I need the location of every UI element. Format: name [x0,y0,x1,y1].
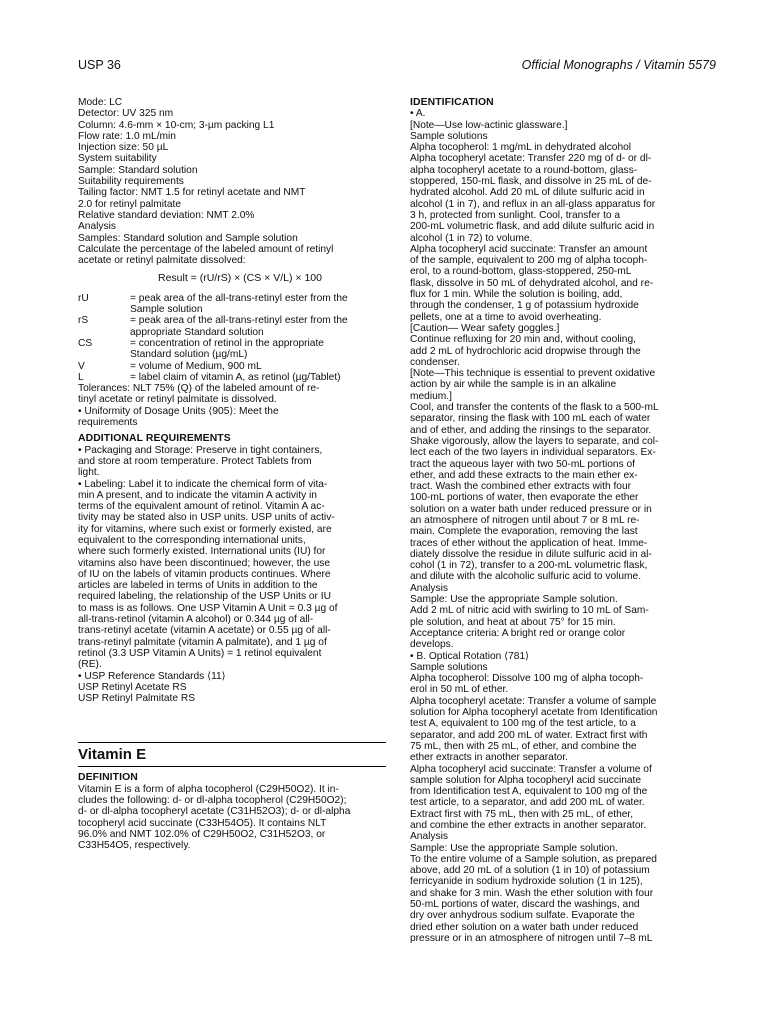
text-line: pressure or in an atmosphere of nitrogen until 7–8 mL [410,932,653,944]
definition-heading: DEFINITION [78,772,138,784]
text-line: • Uniformity of Dosage Units ⟨905⟩: Meet the [78,405,279,417]
text-line: Sample: Standard solution [78,164,198,176]
text-line: 200-mL volumetric flask, and add dilute sulfuric acid in [410,221,655,233]
text-line: hydrated alcohol. Add 20 mL of dilute sulfuric acid in [410,187,645,199]
definition-symbol [78,304,130,315]
text-line: acetate or retinyl palmitate dissolved: [78,255,246,267]
text-line: of IU on the labels of vitamin products continues. Where [78,568,331,580]
text-line: 75 mL, then with 25 mL, of ether, and combine the [410,740,637,752]
text-line: main. Complete the evaporation, removing the last [410,526,638,538]
definition-symbol: V [78,360,85,372]
text-line: Extract first with 75 mL, then with 25 mL, of ether, [410,808,634,820]
definition-row [78,349,386,360]
text-line: dried ether solution on a water bath under reduced [410,921,639,933]
text-line: To the entire volume of a Sample solution, as prepared [410,853,657,865]
text-line: ple solution, and heat at about 75° for 15 min. [410,616,616,628]
text-line: Analysis [410,582,448,594]
text-line: an atmosphere of nitrogen until about 7 or 8 mL re- [410,514,640,526]
definition-row [78,372,386,383]
text-line: and store at room temperature. Protect Tablets from [78,455,312,467]
definition-text: = concentration of retinol in the appropriate [130,337,324,349]
monograph-title: Vitamin E [78,742,386,767]
text-line: Detector: UV 325 nm [78,108,174,120]
definition-text: = peak area of the all-trans-retinyl ester from the [130,292,348,304]
text-line: trans-retinyl palmitate (vitamin A palmitate), and 1 µg of [78,636,327,648]
text-line: pellets, one at a time to avoid overheating. [410,311,602,323]
text-line: ferricyanide in sodium hydroxide solution (1 in 125), [410,876,643,888]
definition-text: = peak area of the all-trans-retinyl ester from the [130,315,348,327]
text-line: medium.] [410,390,452,402]
text-line: diately dissolve the residue in dilute sulfuric acid in al- [410,548,652,560]
text-line: to mass is as follows. One USP Vitamin A Unit = 0.3 µg of [78,602,338,614]
definition-text: Standard solution (µg/mL) [130,349,248,361]
text-line: d- or dl-alpha tocopheryl acetate (C31H52O3); d- or dl-alpha [78,806,351,818]
definition-symbol: rS [78,315,89,327]
text-line: retinol (3.3 USP Vitamin A Units) = 1 retinol equivalent [78,647,322,659]
text-line: Add 2 mL of nitric acid with swirling to 10 mL of Sam- [410,605,649,617]
definition-row [78,315,386,326]
text-line: Samples: Standard solution and Sample solution [78,232,298,244]
definition-symbol: CS [78,337,93,349]
text-line: erol in 50 mL of ether. [410,684,509,696]
running-header-right: Official Monographs / Vitamin 5579 [521,58,716,72]
text-line: 3 h, protected from sunlight. Cool, transfer to a [410,209,621,221]
text-line: ether, and add these extracts to the main ether ex- [410,469,638,481]
text-line: Analysis [78,221,116,233]
text-line: trans-retinyl acetate (vitamin A acetate) or 0.55 µg of all- [78,625,331,637]
text-line: Vitamin E is a form of alpha tocopherol (C29H50O2). It in- [78,783,339,795]
text-line: separator, and add 200 mL of water. Extract first with [410,729,648,741]
text-line: lect each of the two layers in individual separators. Ex- [410,447,656,459]
text-line: terms of the equivalent amount of retinol. Vitamin A ac- [78,501,325,513]
text-line: Alpha tocopherol: Dissolve 100 mg of alpha tocoph- [410,673,644,685]
tolerances-block [78,383,386,428]
text-line: Relative standard deviation: NMT 2.0% [78,209,255,221]
text-line: Flow rate: 1.0 mL/min [78,130,176,142]
text-line: Shake vigorously, allow the layers to separate, and col- [410,435,659,447]
text-line: Alpha tocopherol: 1 mg/mL in dehydrated alcohol [410,142,632,154]
text-line: erol, to a round-bottom, glass-stoppered, 250-mL [410,266,632,278]
text-line: Tailing factor: NMT 1.5 for retinyl acetate and NMT [78,187,306,199]
text-line: Cool, and transfer the contents of the flask to a 500-mL [410,402,659,414]
definition-symbol: rU [78,292,89,304]
text-line: alpha tocopheryl acetate to a round-bottom, glass- [410,164,638,176]
text-line: Sample solutions [410,661,488,673]
text-line: 100-mL portions of water, then evaporate the ether [410,492,639,504]
text-line: where such formerly existed. International units (IU) for [78,546,326,558]
formula-definitions [78,293,386,383]
text-line: alcohol (1 in 7), and reflux in an all-glass apparatus for [410,198,656,210]
text-line: Continue refluxing for 20 min and, without cooling, [410,334,636,346]
text-line: and of ether, and adding the rinsings to the separator. [410,424,652,436]
text-line: • A. [410,108,426,120]
text-line: • Packaging and Storage: Preserve in tight containers, [78,444,323,456]
text-line: USP Retinyl Acetate RS [78,681,187,693]
definition-body [78,784,386,852]
text-line: [Note—Use low-actinic glassware.] [410,119,568,131]
text-line: Sample: Use the appropriate Sample solution. [410,842,618,854]
text-line: articles are labeled in terms of Units in addition to the [78,580,318,592]
definition-text: appropriate Standard solution [130,326,264,338]
text-line: tinyl acetate or retinyl palmitate is dissolved. [78,394,277,406]
text-line: [Caution— Wear safety goggles.] [410,322,560,334]
definition-row [78,304,386,315]
text-line: • B. Optical Rotation ⟨781⟩ [410,650,530,662]
text-line: equivalent to the corresponding international units, [78,534,306,546]
text-line: 50-mL portions of water, discard the washings, and [410,899,640,911]
text-line: Alpha tocopheryl acid succinate: Transfer a volume of [410,763,652,775]
text-line: solution on a water bath under reduced pressure or in [410,503,652,515]
definition-row [78,361,386,372]
text-line: • Labeling: Label it to indicate the chemical form of vita- [78,478,328,490]
text-line: all-trans-retinol (vitamin A alcohol) or 0.344 µg of all- [78,614,314,626]
text-line: stoppered, 150-mL flask, and dissolve in 25 mL of de- [410,176,652,188]
definition-symbol: L [78,371,84,383]
text-line: vitamins also have been discontinued; however, the use [78,557,331,569]
definition-text: = label claim of vitamin A, as retinol (µg/Tablet) [130,371,341,383]
text-line: from Identification test A, equivalent to 100 mg of the [410,786,648,798]
text-line: (RE). [78,659,102,671]
text-line: action by air while the sample is in an alkaline [410,379,617,391]
text-line: Injection size: 50 µL [78,142,169,154]
chromatography-conditions [78,97,386,266]
identification-body [410,108,720,944]
text-line: Tolerances: NLT 75% (Q) of the labeled amount of re- [78,383,320,395]
text-line: Mode: LC [78,97,123,108]
additional-requirements-body [78,445,386,705]
text-line: sample solution for Alpha tocopheryl acid succinate [410,774,642,786]
running-header-left: USP 36 [78,58,121,72]
text-line: C33H54O5, respectively. [78,840,191,852]
text-line: flask, dissolve in 50 mL of dehydrated alcohol, and re- [410,277,654,289]
definition-symbol [78,327,130,338]
text-line: flux for 1 min. While the solution is boiling, add, [410,289,623,301]
text-line: condenser. [410,356,460,368]
text-line: separator, rinsing the flask with 100 mL each of water [410,413,651,425]
right-column [410,97,720,944]
text-line: dry over anhydrous sodium sulfate. Evaporate the [410,910,635,922]
text-line: min A present, and to indicate the vitamin A activity in [78,489,317,501]
text-line: System suitability [78,153,157,165]
text-line: Sample solutions [410,130,488,142]
text-line: and dilute with the alcoholic sulfuric acid to volume. [410,571,642,583]
text-line: and shake for 3 min. Wash the ether solution with four [410,887,654,899]
text-line: Analysis [410,831,448,843]
text-line: cludes the following: d- or dl-alpha tocopherol (C29H50O2); [78,795,347,807]
definition-text: = volume of Medium, 900 mL [130,360,262,372]
text-line: Alpha tocopheryl acetate: Transfer a volume of sample [410,695,657,707]
text-line: ether extracts in another separator. [410,752,568,764]
text-line: Acceptance criteria: A bright red or orange color [410,627,626,639]
text-line: test article, to a separator, and add 200 mL of water. [410,797,645,809]
definition-text: Sample solution [130,304,203,316]
text-line: through the condenser, 1 g of potassium hydroxide [410,300,639,312]
text-line: Column: 4.6-mm × 10-cm; 3-µm packing L1 [78,119,275,131]
text-line: develops. [410,639,454,651]
text-line: Alpha tocopheryl acid succinate: Transfer an amount [410,243,648,255]
text-line: solution for Alpha tocopheryl acetate from Identification [410,707,658,719]
text-line: Suitability requirements [78,176,184,188]
text-line: light. [78,467,100,479]
text-line: of the sample, equivalent to 200 mg of alpha tocoph- [410,255,648,267]
text-line: tivity may be stated also in USP units. USP units of activ- [78,512,335,524]
result-formula: Result = (rU/rS) × (CS × V/L) × 100 [158,272,322,285]
definition-row [78,338,386,349]
definition-row [78,293,386,304]
text-line: tract. Wash the combined ether extracts with four [410,481,632,493]
text-line: Alpha tocopheryl acetate: Transfer 220 mg of d- or dl- [410,153,652,165]
text-line: • USP Reference Standards ⟨11⟩ [78,670,226,682]
text-line: test A, equivalent to 100 mg of the test article, to a [410,718,636,730]
left-column [78,97,386,852]
text-line: Sample: Use the appropriate Sample solution. [410,594,618,606]
text-line: [Note—This technique is essential to prevent oxidative [410,368,656,380]
text-line: above, add 20 mL of a solution (1 in 10) of potassium [410,865,650,877]
text-line: USP Retinyl Palmitate RS [78,693,196,705]
text-line: traces of ether without the application of heat. Imme- [410,537,648,549]
additional-requirements-heading: ADDITIONAL REQUIREMENTS [78,433,231,445]
definition-symbol [78,349,130,360]
text-line: 96.0% and NMT 102.0% of C29H50O2, C31H52O3, or [78,828,326,840]
text-line: ity for vitamins, where such exist or formerly existed, are [78,523,332,535]
text-line: tract the aqueous layer with two 50-mL portions of [410,458,635,470]
text-line: alcohol (1 in 72) to volume. [410,232,533,244]
text-line: cohol (1 in 72), transfer to a 200-mL volumetric flask, [410,560,648,572]
text-line: requirements [78,417,138,429]
definition-row [78,327,386,338]
text-line: 2.0 for retinyl palmitate [78,198,182,210]
text-line: required labeling, the relationship of the USP Units or IU [78,591,331,603]
text-line: Calculate the percentage of the labeled amount of retinyl [78,243,334,255]
text-line: tocopheryl acid succinate (C33H54O5). It contains NLT [78,817,327,829]
identification-heading: IDENTIFICATION [410,97,494,108]
text-line: and combine the ether extracts in another separator. [410,820,647,831]
text-line: add 2 mL of hydrochloric acid dropwise through the [410,345,641,357]
